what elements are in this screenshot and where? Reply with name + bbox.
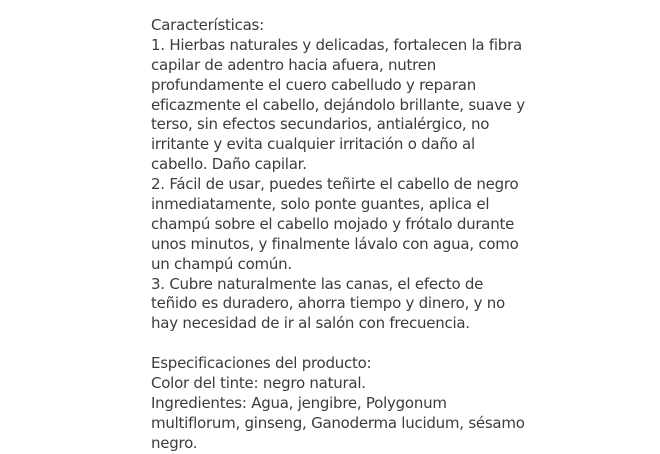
specs-ingredients: [151, 394, 551, 454]
feature-1-line: capilar de adentro hacia afuera, nutren: [151, 55, 436, 74]
feature-item-2: [151, 175, 551, 274]
features-section: [151, 16, 551, 334]
feature-item-3: [151, 275, 551, 335]
ingredients-line: negro.: [151, 433, 198, 452]
feature-3-line: 3. Cubre naturalmente las canas, el efecto de: [151, 274, 484, 293]
product-description: [151, 16, 551, 454]
feature-1-line: eficazmente el cabello, dejándolo brillante, suave y: [151, 95, 525, 114]
specs-section: [151, 354, 551, 453]
feature-2-line: unos minutos, y finalmente lávalo con agua, como: [151, 234, 519, 253]
feature-2-line: champú sobre el cabello mojado y frótalo durante: [151, 214, 515, 233]
feature-1-line: profundamente el cuero cabelludo y reparan: [151, 75, 476, 94]
features-heading: Características:: [151, 16, 264, 34]
paragraph-spacer: [151, 334, 551, 354]
feature-3-line: teñido es duradero, ahorra tiempo y dinero, y no: [151, 294, 505, 313]
feature-2-line: 2. Fácil de usar, puedes teñirte el cabello de negro: [151, 175, 519, 194]
ingredients-line: Ingredientes: Agua, jengibre, Polygonum: [151, 393, 447, 412]
feature-item-1: [151, 36, 551, 175]
feature-1-line: terso, sin efectos secundarios, antialérgico, no: [151, 115, 490, 134]
feature-2-line: inmediatamente, solo ponte guantes, aplica el: [151, 195, 490, 214]
ingredients-line: multiflorum, ginseng, Ganoderma lucidum, sésamo: [151, 413, 525, 432]
feature-1-line: cabello. Daño capilar.: [151, 155, 307, 174]
feature-2-line: un champú común.: [151, 254, 292, 273]
specs-heading: Especificaciones del producto:: [151, 354, 372, 373]
feature-1-line: 1. Hierbas naturales y delicadas, fortalecen la fibra: [151, 35, 522, 54]
feature-1-line: irritante y evita cualquier irritación o daño al: [151, 135, 475, 154]
feature-3-line: hay necesidad de ir al salón con frecuencia.: [151, 314, 470, 333]
specs-color-line: Color del tinte: negro natural.: [151, 374, 366, 393]
